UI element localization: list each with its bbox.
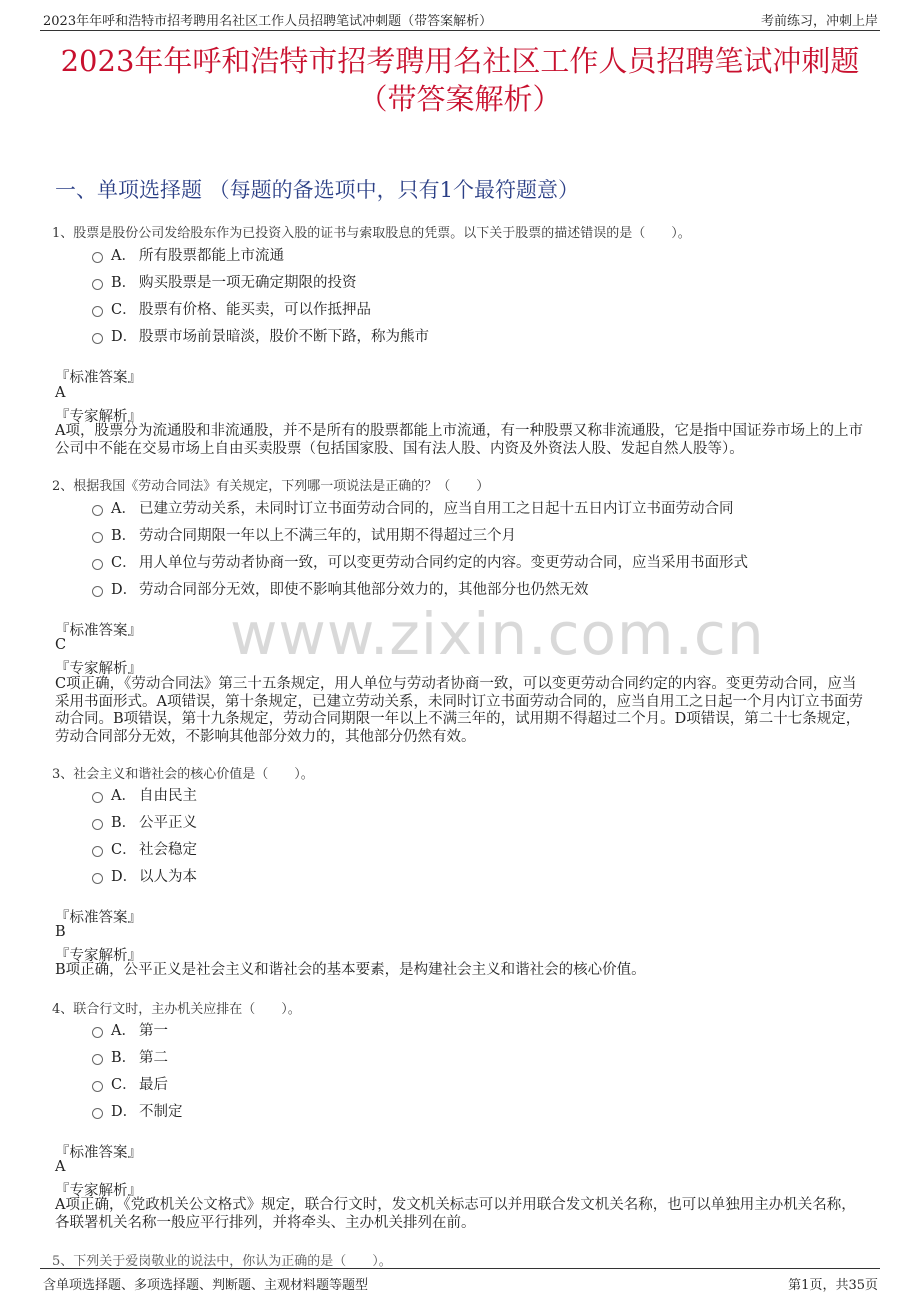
footer-note: 含单项选择题、多项选择题、判断题、主观材料题等题型 <box>43 1278 369 1293</box>
analysis-text: A项正确，《党政机关公文格式》规定，联合行文时，发文机关标志可以并用联合发文机关名称，也可以单独用主办机关名称，各联署机关名称一般应平行排列，并将牵头、主办机关排列在前。 <box>55 1197 856 1231</box>
answer-label: 『标准答案』 <box>55 370 142 386</box>
option-a[interactable]: A． 已建立劳动关系，未同时订立书面劳动合同的，应当自用工之日起十五日内订立书面劳动合同 <box>92 497 734 518</box>
page-number: 第1页，共35页 <box>788 1278 878 1293</box>
option-a[interactable]: A． 所有股票都能上市流通 <box>92 244 284 265</box>
question-stem: 1、股票是股份公司发给股东作为已投资入股的证书与索取股息的凭票。以下关于股票的描述错误的是（ ）。 <box>52 226 691 241</box>
section-heading: 一、单项选择题 （每题的备选项中，只有1个最符题意） <box>55 178 580 202</box>
radio-icon[interactable] <box>92 1027 103 1038</box>
option-b[interactable]: B． 公平正义 <box>92 811 197 832</box>
radio-icon[interactable] <box>92 279 103 290</box>
radio-icon[interactable] <box>92 333 103 344</box>
analysis-text: B项正确，公平正义是社会主义和谐社会的基本要素，是构建社会主义和谐社会的核心价值。 <box>55 962 646 978</box>
radio-icon[interactable] <box>92 532 103 543</box>
option-d[interactable]: D． 股票市场前景暗淡，股价不断下路，称为熊市 <box>92 325 429 346</box>
option-b[interactable]: B． 购买股票是一项无确定期限的投资 <box>92 271 357 292</box>
answer-label: 『标准答案』 <box>55 910 142 926</box>
question-stem: 4、联合行文时，主办机关应排在（ ）。 <box>52 1002 301 1017</box>
radio-icon[interactable] <box>92 306 103 317</box>
option-c[interactable]: C． 用人单位与劳动者协商一致，可以变更劳动合同约定的内容。变更劳动合同，应当采用书面形式 <box>92 551 748 572</box>
watermark: www.zixin.com.cn <box>230 600 765 668</box>
radio-icon[interactable] <box>92 586 103 597</box>
option-d[interactable]: D． 不制定 <box>92 1100 183 1121</box>
analysis-label: 『专家解析』 <box>55 1183 142 1199</box>
option-a[interactable]: A． 自由民主 <box>92 784 197 805</box>
option-b[interactable]: B． 劳动合同期限一年以上不满三年的，试用期不得超过三个月 <box>92 524 516 545</box>
analysis-label: 『专家解析』 <box>55 948 142 964</box>
answer-value: C <box>55 637 67 653</box>
document-title-line1: 2023年年呼和浩特市招考聘用名社区工作人员招聘笔试冲刺题 <box>60 44 860 78</box>
question-stem: 3、社会主义和谐社会的核心价值是（ ）。 <box>52 767 314 782</box>
option-d[interactable]: D． 劳动合同部分无效，即使不影响其他部分效力的，其他部分也仍然无效 <box>92 578 589 599</box>
analysis-text: C项正确，《劳动合同法》第三十五条规定，用人单位与劳动者协商一致，可以变更劳动合同约定的内容。变更劳动合同，应当采用书面形式。A项错误，第十条规定，已建立劳动关系，未同时订立书面劳动合同的，应当自用工之日起一个月内订立书面劳动合同。B项错误，第十九条规定，劳动合同期限一年以上不满三年的，试用期不得超过二个月。D项错误，第二十七条规定，劳动合同部分无效，不影响其他部分效力的，其他部分仍然有效。 <box>55 676 863 745</box>
analysis-text: A项，股票分为流通股和非流通股，并不是所有的股票都能上市流通，有一种股票又称非流通股，它是指中国证券市场上的上市公司中不能在交易市场上自由买卖股票（包括国家股、国有法人股、内资及外资法人股、发起自然人股等）。 <box>55 423 863 457</box>
radio-icon[interactable] <box>92 1081 103 1092</box>
analysis-label: 『专家解析』 <box>55 661 142 677</box>
answer-value: B <box>55 924 66 940</box>
document-title-line2: （带答案解析） <box>358 82 562 116</box>
radio-icon[interactable] <box>92 873 103 884</box>
document-title <box>0 42 920 118</box>
page-header <box>40 8 880 31</box>
radio-icon[interactable] <box>92 505 103 516</box>
radio-icon[interactable] <box>92 819 103 830</box>
radio-icon[interactable] <box>92 792 103 803</box>
answer-value: A <box>55 385 66 401</box>
radio-icon[interactable] <box>92 252 103 263</box>
page-footer <box>40 1268 880 1295</box>
header-doc-title: 2023年年呼和浩特市招考聘用名社区工作人员招聘笔试冲刺题（带答案解析） <box>43 14 493 29</box>
option-c[interactable]: C． 社会稳定 <box>92 838 197 859</box>
radio-icon[interactable] <box>92 1054 103 1065</box>
answer-label: 『标准答案』 <box>55 623 142 639</box>
radio-icon[interactable] <box>92 559 103 570</box>
radio-icon[interactable] <box>92 846 103 857</box>
question-stem-partial: 5、下列关于爱岗敬业的说法中，你认为正确的是（ ）。 <box>52 1254 392 1269</box>
radio-icon[interactable] <box>92 1108 103 1119</box>
answer-value: A <box>55 1159 66 1175</box>
question-stem: 2、根据我国《劳动合同法》有关规定，下列哪一项说法是正确的？（ ） <box>52 479 490 494</box>
answer-label: 『标准答案』 <box>55 1145 142 1161</box>
option-d[interactable]: D． 以人为本 <box>92 865 197 886</box>
option-c[interactable]: C． 股票有价格、能买卖，可以作抵押品 <box>92 298 371 319</box>
option-b[interactable]: B． 第二 <box>92 1046 168 1067</box>
option-c[interactable]: C． 最后 <box>92 1073 168 1094</box>
analysis-label: 『专家解析』 <box>55 409 142 425</box>
header-slogan: 考前练习，冲刺上岸 <box>760 14 878 29</box>
option-a[interactable]: A． 第一 <box>92 1019 168 1040</box>
